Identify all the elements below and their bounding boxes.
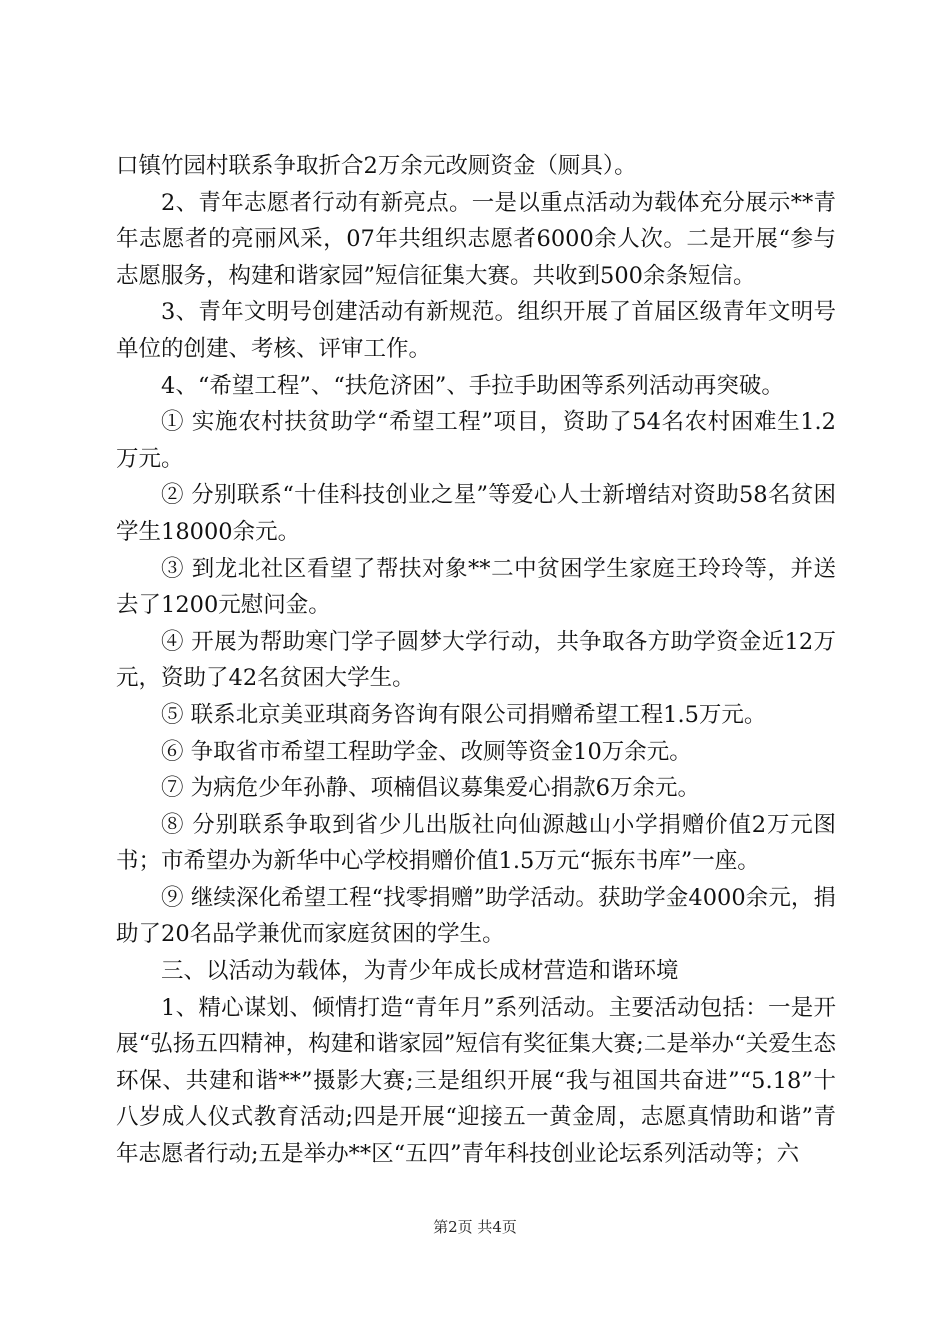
list-item-1: ① 实施农村扶贫助学“希望工程”项目，资助了54名农村困难生1.2万元。: [116, 409, 836, 472]
paragraph-volunteer: 2、青年志愿者行动有新亮点。一是以重点活动为载体充分展示**青年志愿者的亮丽风采，07年共组织志愿者6000余人次。二是开展“参与志愿服务，构建和谐家园”短信征集大赛。共收到500余条短信。: [116, 189, 836, 289]
section-heading-3: 三、以活动为载体，为青少年成长成材营造和谐环境: [161, 958, 679, 985]
list-item-8: ⑧ 分别联系争取到省少儿出版社向仙源越山小学捐赠价值2万元图书；市希望办为新华中心学校捐赠价值1.5万元“振东书库”一座。: [116, 811, 836, 875]
paragraph-youth-month: 1、精心谋划、倾情打造“青年月”系列活动。主要活动包括：一是开展“弘扬五四精神，构建和谐家园”短信有奖征集大赛;二是举办“关爱生态环保、共建和谐**”摄影大赛;三是组织开展“我与祖国共奋进”“5.18”十八岁成人仪式教育活动;四是开展“迎接五一黄金周，志愿真情助和谐”青年志愿者行动;五是举办**区“五四”青年科技创业论坛系列活动等；六: [116, 994, 836, 1168]
list-item-5: ⑤ 联系北京美亚琪商务咨询有限公司捐赠希望工程1.5万元。: [161, 701, 767, 728]
paragraph-continuation: 口镇竹园村联系争取折合2万余元改厕资金（厕具）。: [116, 153, 637, 179]
body-text: [116, 148, 836, 1173]
list-item-4: ④ 开展为帮助寒门学子圆梦大学行动，共争取各方助学资金近12万元，资助了42名贫困大学生。: [116, 628, 836, 692]
paragraph-civilization: 3、青年文明号创建活动有新规范。组织开展了首届区级青年文明号单位的创建、考核、评审工作。: [116, 299, 836, 362]
list-item-6: ⑥ 争取省市希望工程助学金、改厕等资金10万余元。: [161, 738, 692, 765]
page-footer: 第2页 共4页: [433, 1218, 517, 1236]
list-item-9: ⑨ 继续深化希望工程“找零捐赠”助学活动。获助学金4000余元，捐助了20名品学兼优而家庭贫困的学生。: [116, 884, 836, 948]
list-item-3: ③ 到龙北社区看望了帮扶对象**二中贫困学生家庭王玲玲等，并送去了1200元慰问金。: [116, 555, 836, 619]
paragraph-hope-project: 4、“希望工程”、“扶危济困”、手拉手助困等系列活动再突破。: [161, 372, 784, 399]
list-item-2: ② 分别联系“十佳科技创业之星”等爱心人士新增结对资助58名贫困学生18000余元。: [116, 482, 836, 545]
list-item-7: ⑦ 为病危少年孙静、项楠倡议募集爱心捐款6万余元。: [161, 775, 700, 802]
